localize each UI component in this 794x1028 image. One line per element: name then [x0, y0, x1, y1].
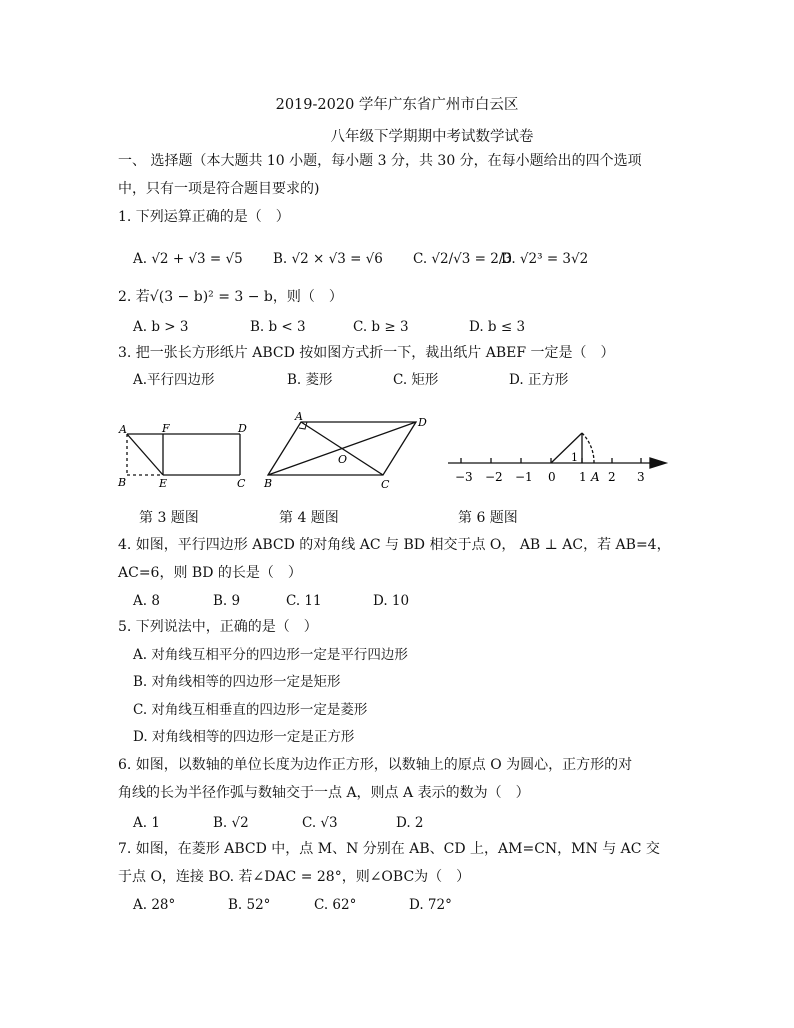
fig3-caption: 第 3 题图	[139, 510, 199, 526]
fig3-label-a: A	[119, 423, 127, 436]
q2-stem: 2. 若√(3 − b)² = 3 − b，则（ ）	[118, 289, 343, 305]
q1-option-b: B. √2 × √3 = √6	[273, 251, 383, 267]
q7-option-a: A. 28°	[133, 897, 176, 913]
q5-stem: 5. 下列说法中，正确的是（ ）	[118, 619, 318, 635]
q3-option-d: D. 正方形	[509, 372, 569, 388]
q5-option-c: C. 对角线互相垂直的四边形一定是菱形	[133, 702, 368, 718]
q5-option-a: A. 对角线互相平分的四边形一定是平行四边形	[133, 647, 408, 663]
q2-option-b: B. b < 3	[250, 319, 306, 335]
figure-3-rectangle-fold	[127, 434, 240, 475]
q7-stem-line1: 7. 如图，在菱形 ABCD 中，点 M、N 分别在 AB、CD 上，AM=CN，MN 与 AC 交	[118, 841, 660, 857]
q4-option-d: D. 10	[373, 593, 410, 609]
q6-option-b: B. √2	[213, 815, 249, 831]
exam-title-line1: 2019-2020 学年广东省广州市白云区	[275, 97, 519, 113]
q1-stem: 1. 下列运算正确的是（ ）	[118, 209, 290, 225]
fig3-label-c: C	[237, 477, 246, 490]
figures-row	[0, 405, 794, 505]
fig4-label-d: D	[418, 416, 427, 429]
q3-stem: 3. 把一张长方形纸片 ABCD 按如图方式折一下，裁出纸片 ABEF 一定是（ ）	[118, 345, 615, 361]
fig6-tick-label: −3	[455, 470, 473, 484]
fig6-caption: 第 6 题图	[458, 510, 518, 526]
q5-option-d: D. 对角线相等的四边形一定是正方形	[133, 729, 355, 745]
fig3-label-f: F	[162, 422, 170, 435]
q7-option-b: B. 52°	[228, 897, 271, 913]
fig3-label-d: D	[238, 422, 247, 435]
q4-stem-line2: AC=6，则 BD 的长是（ ）	[118, 565, 302, 581]
fig4-label-b: B	[264, 477, 273, 490]
fig4-label-c: C	[381, 478, 390, 491]
q7-stem-line2: 于点 O，连接 BO. 若∠DAC = 28°，则∠OBC为（ ）	[118, 869, 471, 885]
q4-option-b: B. 9	[213, 593, 241, 609]
exam-title-line2: 八年级下学期期中考试数学试卷	[330, 129, 534, 145]
q1-option-d: D. √2³ = 3√2	[501, 251, 589, 267]
fig6-tick-label: 3	[637, 470, 645, 484]
q5-option-b: B. 对角线相等的四边形一定是矩形	[133, 674, 341, 690]
q3-option-a: A.平行四边形	[133, 372, 215, 388]
q7-option-c: C. 62°	[314, 897, 357, 913]
q6-option-c: C. √3	[302, 815, 338, 831]
q6-stem-line1: 6. 如图，以数轴的单位长度为边作正方形，以数轴上的原点 O 为圆心，正方形的对	[118, 757, 633, 773]
fig6-tick-label: −2	[485, 470, 503, 484]
q6-stem-line2: 角线的长为半径作弧与数轴交于一点 A，则点 A 表示的数为（ ）	[118, 785, 530, 801]
figure-4-parallelogram	[268, 422, 416, 475]
fig6-tick-label: −1	[515, 470, 533, 484]
q3-option-c: C. 矩形	[393, 372, 439, 388]
q2-option-d: D. b ≤ 3	[469, 319, 526, 335]
fig4-label-o: O	[338, 453, 348, 466]
fig4-caption: 第 4 题图	[279, 510, 339, 526]
q2-option-a: A. b > 3	[133, 319, 189, 335]
section1-heading-line2: 中，只有一项是符合题目要求的)	[118, 181, 320, 197]
fig3-label-e: E	[159, 477, 168, 490]
q6-option-a: A. 1	[133, 815, 160, 831]
q4-option-a: A. 8	[133, 593, 160, 609]
q4-option-c: C. 11	[286, 593, 322, 609]
fig3-label-b: B	[118, 476, 127, 489]
figure-6-number-line	[448, 433, 666, 468]
q7-option-d: D. 72°	[409, 897, 452, 913]
fig6-tick-label: 0	[548, 470, 556, 484]
q4-stem-line1: 4. 如图，平行四边形 ABCD 的对角线 AC 与 BD 相交于点 O， AB ⊥ AC，若 AB=4，	[118, 537, 671, 553]
q3-option-b: B. 菱形	[287, 372, 333, 388]
q1-option-c: C. √2/√3 = 2/3	[413, 251, 512, 267]
q6-option-d: D. 2	[396, 815, 424, 831]
q2-option-c: C. b ≥ 3	[353, 319, 409, 335]
fig6-label-unit: 1	[571, 451, 578, 464]
fig6-tick-label: 1	[579, 470, 587, 484]
section1-heading-line1: 一、 选择题（本大题共 10 小题，每小题 3 分，共 30 分，在每小题给出的四个选项	[118, 153, 642, 169]
fig6-label-a: A	[591, 470, 600, 484]
fig6-tick-label: 2	[608, 470, 616, 484]
fig4-label-a: A	[295, 410, 303, 423]
q1-option-a: A. √2 + √3 = √5	[133, 251, 243, 267]
